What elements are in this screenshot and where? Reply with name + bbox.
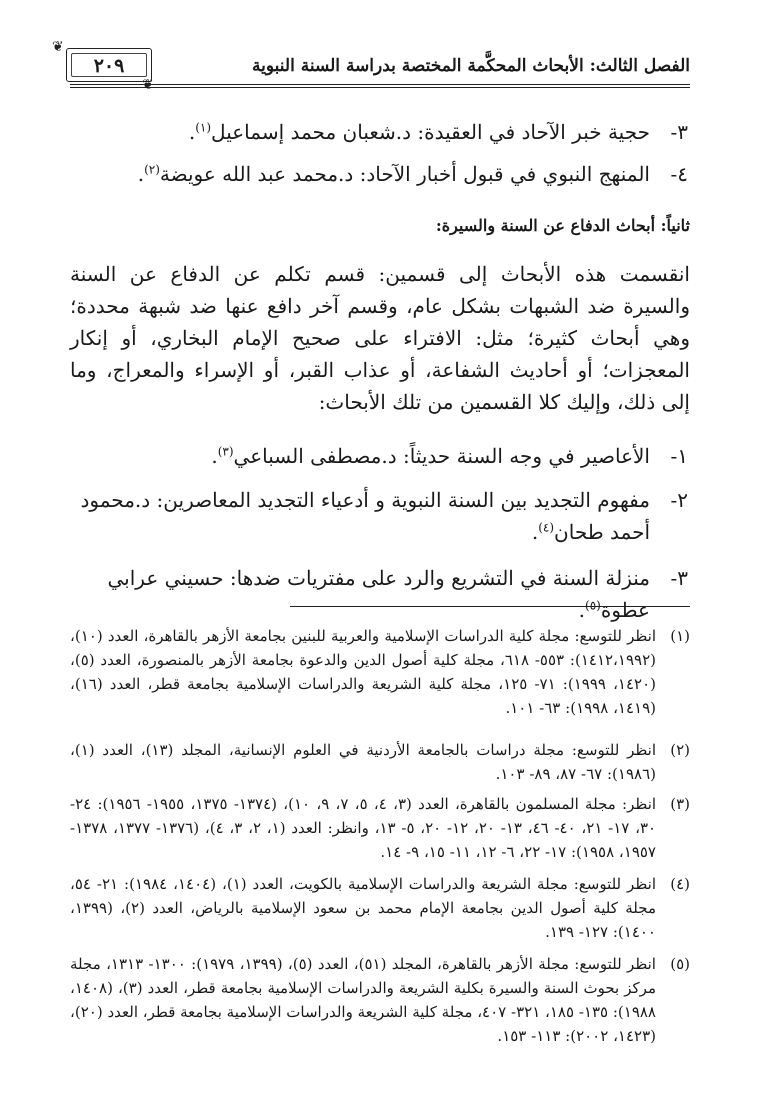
- list-item-number: ١-: [670, 444, 688, 468]
- footnote-number: (٣): [670, 795, 690, 813]
- footnote-number: (٤): [670, 875, 690, 893]
- running-header-title: الفصل الثالث: الأبحاث المحكَّمة المختصة بدراسة السنة النبوية: [252, 56, 690, 76]
- list-item-text: الأعاصير في وجه السنة حديثاً: د.مصطفى السباعي: [233, 444, 650, 468]
- footnote-text: انظر للتوسع: مجلة دراسات بالجامعة الأردنية في العلوم الإنسانية، المجلد (١٣)، العدد (١)، (١٩٨٦): ٦٧- ٨٧، ٨٩- ١٠٣.: [70, 741, 657, 783]
- list-item: [70, 158, 688, 190]
- list-item: [70, 562, 688, 626]
- footnote-number: (١): [670, 627, 690, 645]
- footnote: [70, 738, 690, 786]
- list-item-text: مفهوم التجديد بين السنة النبوية و أدعياء التجديد المعاصرين: د.محمود أحمد طحان: [80, 488, 650, 544]
- list-item-text: حجية خبر الآحاد في العقيدة: د.شعبان محمد إسماعيل: [211, 120, 650, 144]
- list-item-end: .: [531, 520, 539, 544]
- list-item-number: ٢-: [670, 488, 688, 512]
- footnote: [70, 952, 690, 1048]
- footnote-divider: [290, 606, 690, 607]
- header-divider: [70, 87, 690, 88]
- footnote-number: (٢): [670, 741, 690, 759]
- list-item: [70, 440, 688, 472]
- footnote-text: انظر للتوسع: مجلة الشريعة والدراسات الإسلامية بالكويت، العدد (١)، (١٤٠٤، ١٩٨٤): ٢١- ٥٤، مجلة كلية أصول الدين بجامعة الإمام محمد بن سعود الإسلامية بالرياض، العدد (٢)، (١٣٩٩، ١٤٠٠): ١٢٧- ١٣٩.: [70, 875, 656, 941]
- footnote: [70, 872, 690, 944]
- list-item: [70, 484, 688, 548]
- footnote: [70, 624, 690, 720]
- list-item-end: .: [137, 162, 145, 186]
- list-item-end: .: [188, 120, 196, 144]
- section-heading: ثانياً: أبحاث الدفاع عن السنة والسيرة:: [435, 216, 690, 235]
- header-divider: [70, 84, 690, 85]
- list-item-number: ٤-: [670, 162, 688, 186]
- footnote-text: انظر للتوسع: مجلة الأزهر بالقاهرة، المجلد (٥١)، العدد (٥)، (١٣٩٩، ١٩٧٩): ١٣٠٠- ١٣١٣، مجلة مركز بحوث السنة والسيرة بكلية الشريعة والدراسات الإسلامية بجامعة قطر، العدد (٣)، (١٤٠٨، ١٩٨٨): ١٣٥- ١٨٥، ٣٢١- ٤٠٧، مجلة كلية الشريعة والدراسات الإسلامية بجامعة قطر، العدد (٢٠)، (١٤٢٣، ٢٠٠٢): ١١٣- ١٥٣.: [70, 955, 656, 1045]
- list-item-end: .: [578, 598, 586, 622]
- footnote-ref: (١): [195, 120, 212, 135]
- page-number-box: [66, 48, 152, 82]
- footnote-number: (٥): [670, 955, 690, 973]
- footnote-ref: (٢): [144, 162, 160, 177]
- footnote-text: انظر: مجلة المسلمون بالقاهرة، العدد (٣، ٤، ٥، ٧، ٩، ١٠)، (١٣٧٤- ١٣٧٥، ١٩٥٥- ١٩٥٦): ٢٤- ٣٠، ١٧- ٢١، ٤٠- ٤٦، ١٣- ٢٠، ١٢- ٢٠، ٥- ١٣، وانظر: العدد (١، ٢، ٣، ٤)، (١٣٧٦- ١٣٧٧، ١٣٧٨- ١٩٥٧، ١٩٥٨): ١٧- ٢٢، ٦- ١٢، ١١- ١٥، ٩- ١٤.: [70, 795, 657, 861]
- footnote-text: انظر للتوسع: مجلة كلية الدراسات الإسلامية والعربية للبنين بجامعة الأزهر بالقاهرة، العدد (١٠)، (١٤١٢،١٩٩٢): ٥٥٣- ٦١٨، مجلة كلية أصول الدين والدعوة بجامعة الأزهر بالمنصورة، العدد (٥)، (١٤٢٠، ١٩٩٩): ٧١- ١٢٥، مجلة كلية الشريعة والدراسات الإسلامية بجامعة قطر، العدد (١٦)، (١٤١٩، ١٩٩٨): ٦٣- ١٠١.: [70, 627, 656, 717]
- page-number: ٢٠٩: [93, 55, 125, 77]
- corner-ornament-icon: ❦: [142, 77, 154, 93]
- corner-ornament-icon: ❦: [52, 39, 64, 55]
- list-item: [70, 116, 688, 148]
- footnote-ref: (٥): [585, 598, 601, 613]
- list-item-number: ٣-: [670, 566, 688, 590]
- body-paragraph: انقسمت هذه الأبحاث إلى قسمين: قسم تكلم عن الدفاع عن السنة والسيرة ضد الشبهات بشكل عام، وقسم آخر دافع عنها ضد شبهة محددة؛ وهي أبحاث كثيرة؛ مثل: الافتراء على صحيح الإمام البخاري، أو إنكار المعجزات؛ أو أحاديث الشفاعة، أو عذاب القبر، أو الإسراء والمعراج، وما إلى ذلك، وإليك كلا القسمين من تلك الأبحاث:: [70, 262, 690, 414]
- footnote-ref: (٤): [538, 520, 555, 535]
- list-item-end: .: [211, 444, 218, 468]
- list-item-text: منزلة السنة في التشريع والرد على مفتريات ضدها: حسيني عرابي عطوة: [107, 566, 650, 622]
- footnote-ref: (٣): [217, 444, 234, 459]
- list-item-number: ٣-: [670, 120, 688, 144]
- footnote: [70, 792, 690, 864]
- list-item-text: المنهج النبوي في قبول أخبار الآحاد: د.محمد عبد الله عويضة: [159, 162, 650, 186]
